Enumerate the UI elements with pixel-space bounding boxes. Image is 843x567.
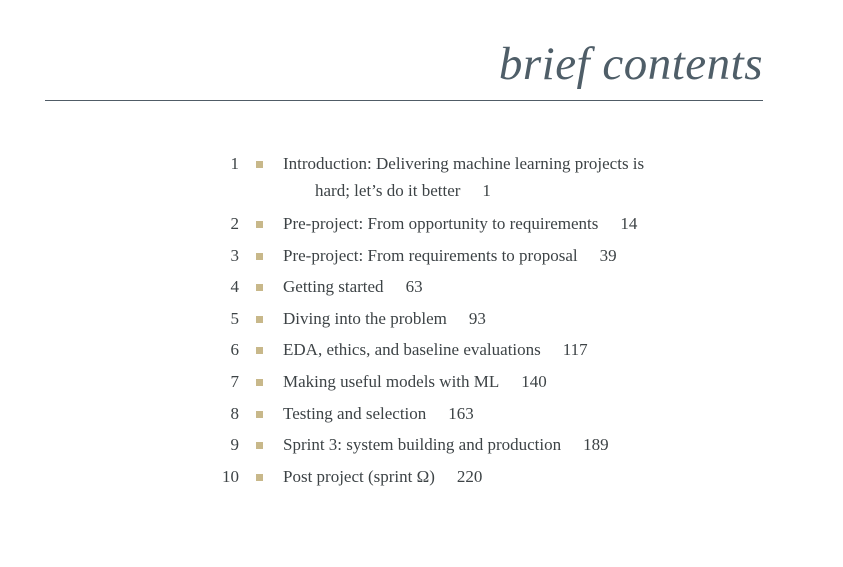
page-number: 189: [583, 435, 609, 455]
bullet-icon: [256, 379, 263, 386]
bullet-icon: [256, 347, 263, 354]
page-number: 14: [620, 214, 638, 233]
chapter-title-text: Pre-project: From opportunity to requirements: [283, 214, 599, 233]
chapter-title-text: Post project (sprint Ω): [283, 466, 435, 486]
page-number: 163: [448, 403, 474, 423]
bullet-icon: [256, 411, 263, 418]
chapter-title-text: Making useful models with ML: [283, 371, 500, 391]
chapter-title: [283, 305, 743, 332]
toc-entry-2[interactable]: [200, 210, 800, 242]
page-number: 93: [468, 308, 486, 328]
chapter-title-text: Getting started: [283, 277, 384, 297]
chapter-title: [283, 400, 743, 427]
bullet-icon: [256, 284, 263, 291]
chapter-number: 3: [230, 245, 239, 265]
chapter-title-line2: [283, 177, 743, 204]
page-number: 140: [521, 371, 547, 391]
chapter-number: 10: [222, 466, 239, 486]
toc-entry-7[interactable]: [200, 368, 800, 400]
chapter-title: [283, 273, 743, 300]
chapter-title: [283, 368, 743, 395]
chapter-title-text: EDA, ethics, and baseline evaluations: [283, 340, 541, 360]
toc-entry-8[interactable]: [200, 400, 800, 432]
chapter-title-line2-text: hard; let’s do it better: [315, 181, 461, 200]
chapter-title: [283, 431, 743, 458]
chapter-title: [283, 150, 743, 204]
toc-entry-6[interactable]: [200, 336, 800, 368]
chapter-title-text: Pre-project: From requirements to proposal: [283, 245, 578, 265]
chapter-title: [283, 336, 743, 363]
bullet-icon: [256, 442, 263, 449]
chapter-title: [283, 463, 743, 490]
toc-entry-5[interactable]: [200, 305, 800, 337]
chapter-title: [283, 242, 743, 269]
toc-entry-9[interactable]: [200, 431, 800, 463]
bullet-icon: [256, 253, 263, 260]
page-title: brief contents: [498, 38, 763, 90]
chapter-title-text: Diving into the problem: [283, 308, 447, 328]
title-rule: [45, 100, 763, 101]
toc-entry-3[interactable]: [200, 242, 800, 274]
chapter-number: 2: [230, 214, 239, 233]
page-number: 117: [562, 340, 588, 360]
bullet-icon: [256, 221, 263, 228]
chapter-title: [283, 210, 743, 237]
chapter-title-line1: Introduction: Delivering machine learning projects is: [283, 154, 645, 173]
chapter-number: 8: [230, 403, 239, 423]
bullet-icon: [256, 316, 263, 323]
toc-list: [200, 150, 800, 494]
chapter-number: 7: [230, 371, 239, 391]
chapter-number: 6: [230, 340, 239, 360]
toc-entry-1[interactable]: [200, 150, 800, 210]
page-number: 63: [405, 277, 423, 297]
chapter-title-text: Testing and selection: [283, 403, 427, 423]
page-number: 1: [482, 181, 491, 200]
chapter-number: 4: [230, 277, 239, 297]
toc-entry-10[interactable]: [200, 463, 800, 495]
page-number: 39: [599, 245, 617, 265]
bullet-icon: [256, 161, 263, 168]
toc-entry-4[interactable]: [200, 273, 800, 305]
chapter-number: 5: [230, 308, 239, 328]
bullet-icon: [256, 474, 263, 481]
chapter-title-text: Sprint 3: system building and production: [283, 435, 562, 455]
chapter-number: 1: [230, 154, 239, 173]
page-number: 220: [456, 466, 483, 486]
chapter-number: 9: [230, 435, 239, 455]
